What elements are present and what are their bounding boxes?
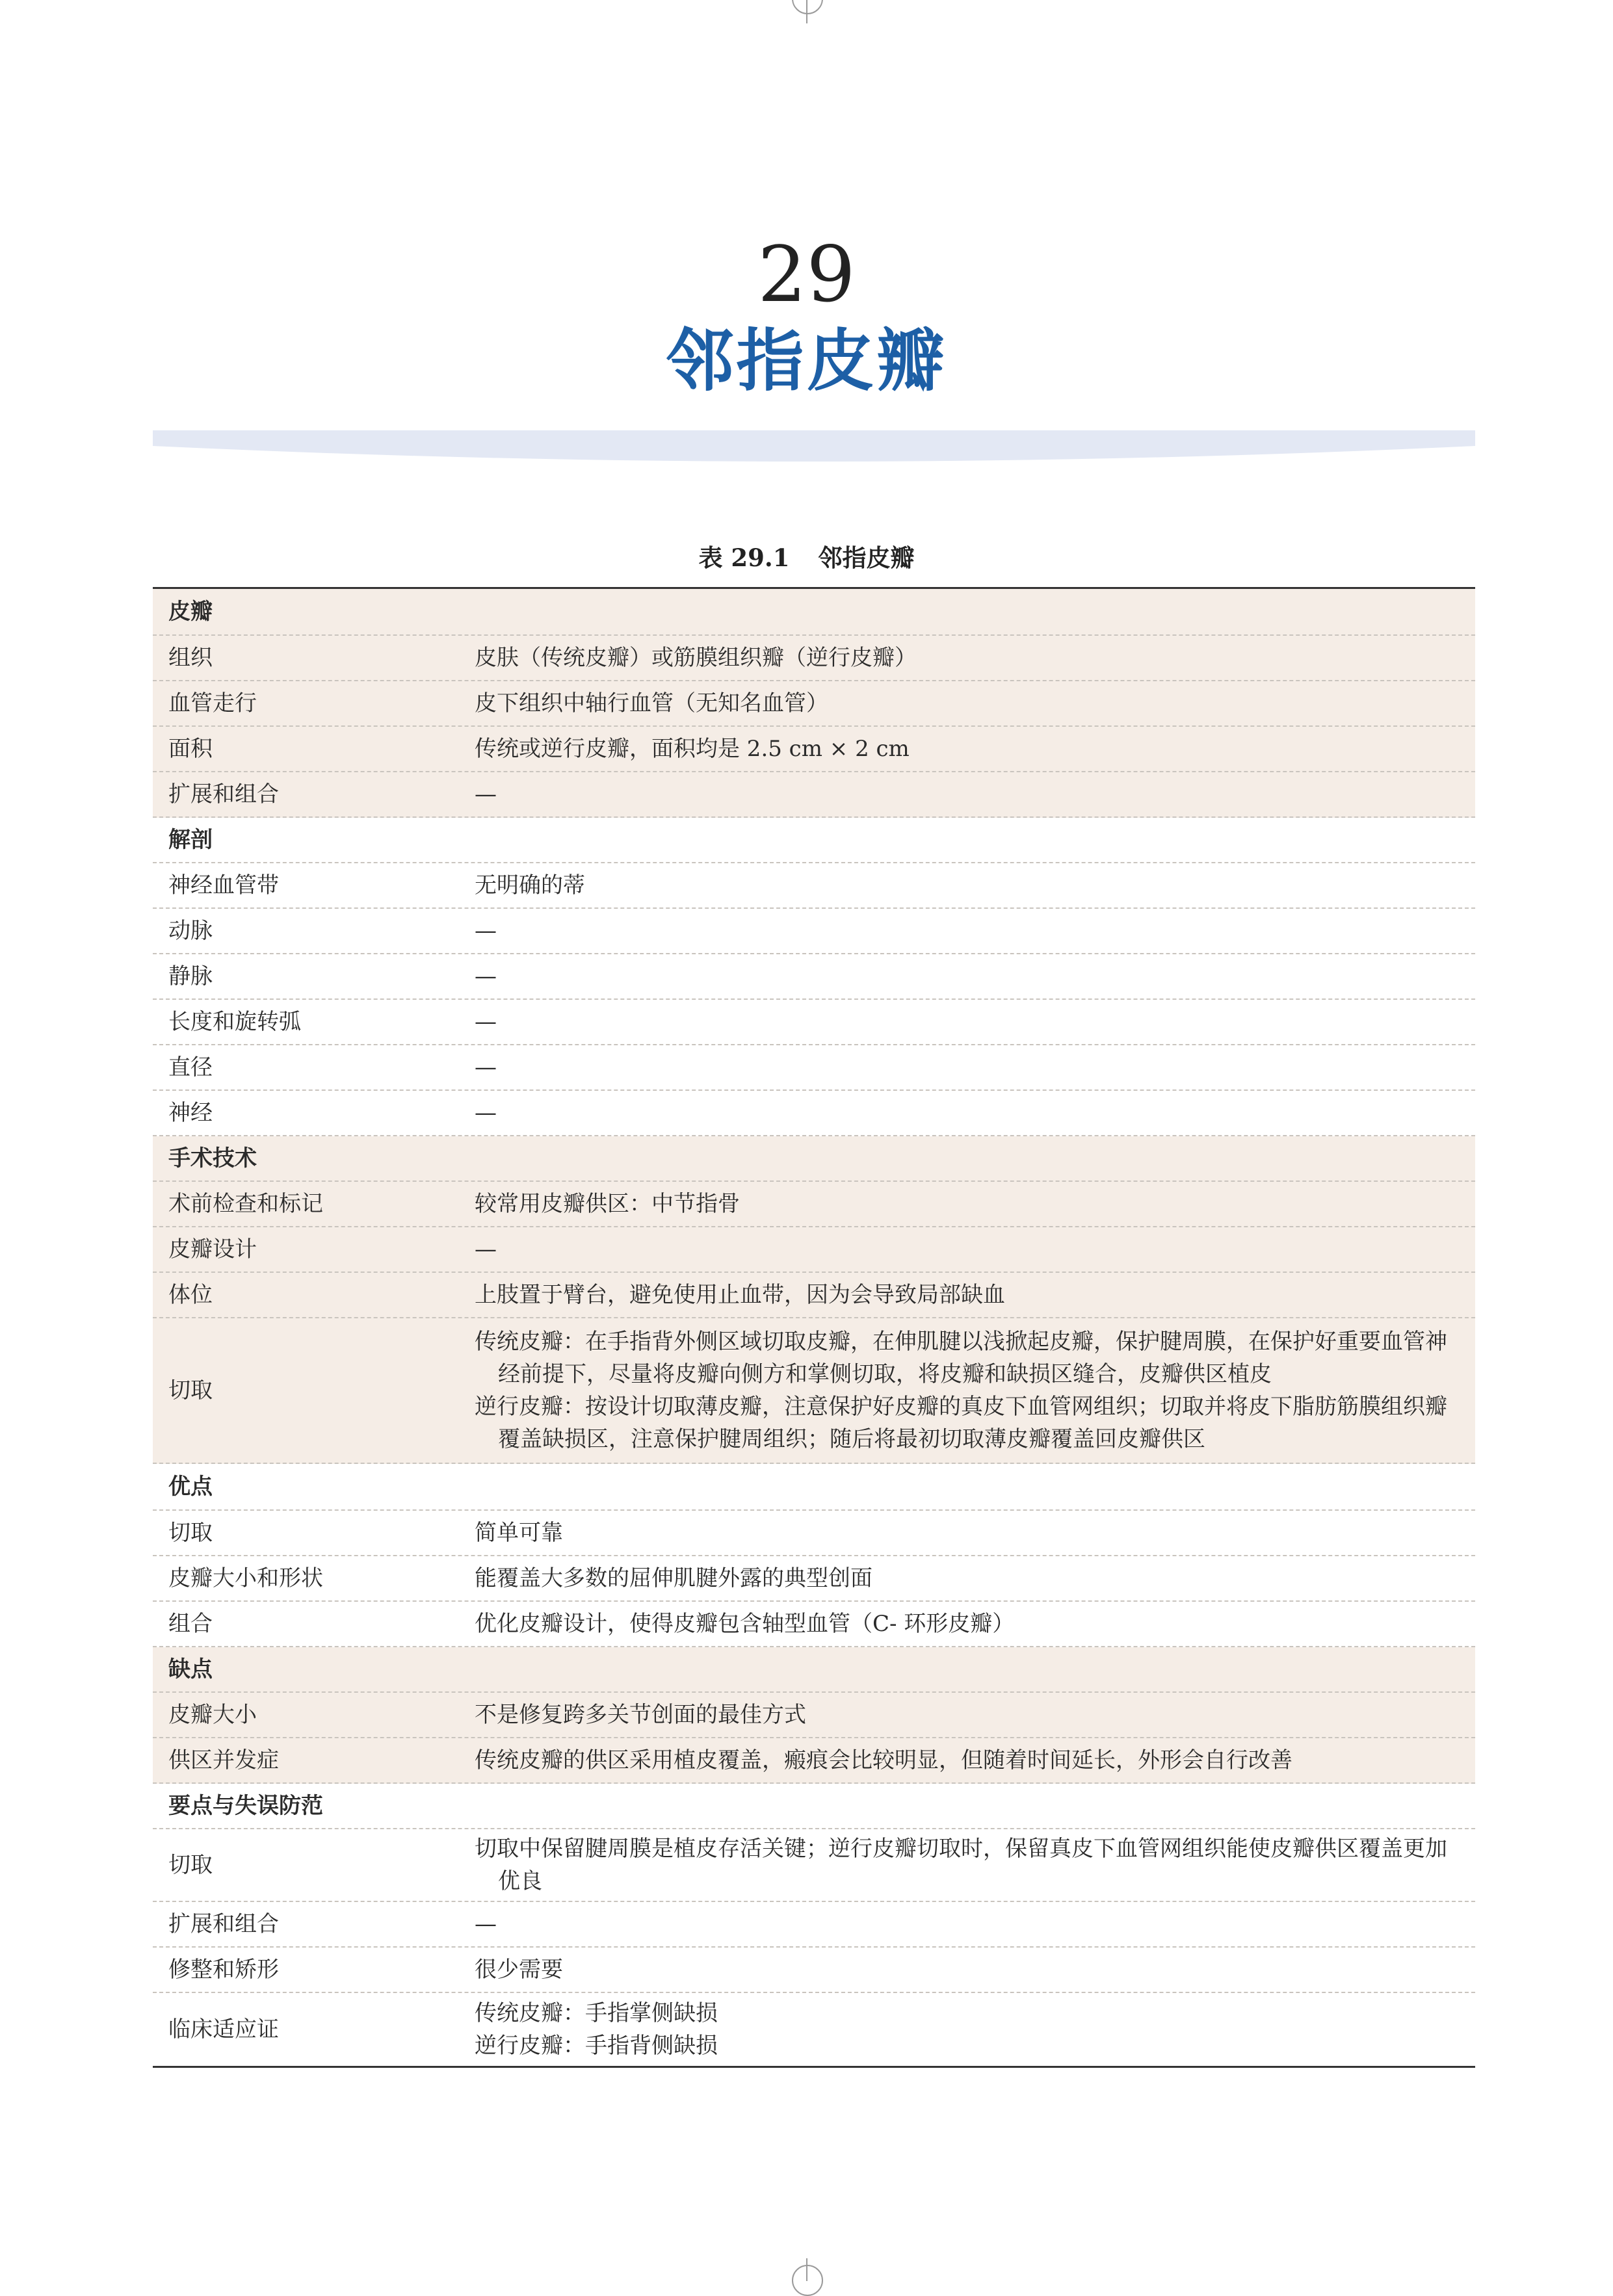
- row-value-line: 无明确的蒂: [475, 872, 585, 898]
- row-value: [475, 642, 1475, 674]
- table-row: [153, 1948, 1475, 1993]
- table-row: [153, 1227, 1475, 1273]
- registration-mark-top: [792, 0, 823, 14]
- table-row: [153, 1273, 1475, 1318]
- flap-table: [153, 587, 1475, 2068]
- row-label: 组合: [168, 1611, 213, 1637]
- row-value-line: 很少需要: [475, 1957, 563, 1983]
- table-row: [153, 727, 1475, 772]
- row-value-line: 传统皮瓣：手指掌侧缺损: [475, 2000, 718, 2026]
- row-label: 直径: [168, 1054, 213, 1080]
- table-row: [153, 1511, 1475, 1556]
- row-value: [475, 1699, 1475, 1731]
- row-value: [475, 1833, 1475, 1898]
- row-label: 供区并发症: [168, 1747, 279, 1773]
- table-row: [153, 681, 1475, 727]
- row-value: [475, 960, 1475, 993]
- table-section-row: [153, 818, 1475, 863]
- table-row: [153, 772, 1475, 818]
- row-value: [475, 687, 1475, 720]
- row-value-line: 逆行皮瓣：手指背侧缺损: [475, 2033, 718, 2059]
- row-value-line: 简单可靠: [475, 1520, 563, 1546]
- table-row: [153, 636, 1475, 681]
- table-row: [153, 954, 1475, 1000]
- row-value: [475, 778, 1475, 811]
- row-value: [475, 1562, 1475, 1595]
- row-value-line: 皮肤（传统皮瓣）或筋膜组织瓣（逆行皮瓣）: [475, 645, 917, 671]
- decorative-band: [153, 430, 1475, 464]
- table-caption-label: 表 29.1: [698, 543, 790, 572]
- section-heading: 优点: [168, 1474, 213, 1500]
- row-label: 皮瓣设计: [168, 1236, 257, 1262]
- table-section-row: [153, 1647, 1475, 1693]
- row-value: [475, 1908, 1475, 1940]
- row-value-line: —: [475, 1054, 497, 1080]
- row-value-line: —: [475, 1236, 497, 1262]
- row-label: 皮瓣大小: [168, 1702, 257, 1728]
- row-value-line: —: [475, 918, 497, 944]
- row-value-line: 逆行皮瓣：按设计切取薄皮瓣，注意保护好皮瓣的真皮下血管网组织；切取并将皮下脂肪筋膜组织瓣覆盖缺损区，注意保护腱周组织；随后将最初切取薄皮瓣覆盖回皮瓣供区: [475, 1394, 1447, 1452]
- row-value: [475, 1997, 1475, 2062]
- row-value-line: —: [475, 963, 497, 989]
- row-value-line: 不是修复跨多关节创面的最佳方式: [475, 1702, 806, 1728]
- row-label: 扩展和组合: [168, 781, 279, 807]
- table-row: [153, 1091, 1475, 1136]
- table-row: [153, 1602, 1475, 1647]
- table-caption-title: 邻指皮瓣: [818, 543, 915, 572]
- row-label: 神经血管带: [168, 872, 279, 898]
- row-label: 扩展和组合: [168, 1911, 279, 1937]
- row-label: 神经: [168, 1100, 213, 1126]
- row-label: 切取: [168, 1852, 213, 1878]
- section-heading: 解剖: [168, 827, 213, 853]
- row-value: [475, 1608, 1475, 1640]
- row-value: [475, 1188, 1475, 1220]
- row-label: 组织: [168, 645, 213, 671]
- section-heading: 皮瓣: [168, 599, 213, 625]
- row-value: [475, 733, 1475, 765]
- row-value: [475, 1953, 1475, 1986]
- table-section-row: [153, 589, 1475, 636]
- table-row: [153, 1738, 1475, 1784]
- row-label: 动脉: [168, 918, 213, 944]
- table-section-row: [153, 1784, 1475, 1829]
- section-heading: 要点与失误防范: [168, 1793, 323, 1819]
- row-value-line: —: [475, 1100, 497, 1126]
- row-label: 临床适应证: [168, 2016, 279, 2042]
- row-label: 长度和旋转弧: [168, 1009, 301, 1035]
- table-row: [153, 1829, 1475, 1902]
- table-section-row: [153, 1136, 1475, 1182]
- row-value: [475, 1517, 1475, 1549]
- table-row: [153, 1318, 1475, 1464]
- row-value-line: 较常用皮瓣供区：中节指骨: [475, 1191, 740, 1217]
- table-row: [153, 909, 1475, 954]
- table-row: [153, 1902, 1475, 1948]
- row-label: 血管走行: [168, 690, 257, 716]
- row-value: [475, 1325, 1475, 1455]
- chapter-title: 邻指皮瓣: [666, 320, 947, 400]
- table-row: [153, 1693, 1475, 1738]
- row-value: [475, 1233, 1475, 1266]
- row-label: 修整和矫形: [168, 1957, 279, 1983]
- table-row: [153, 1000, 1475, 1045]
- row-value: [475, 1097, 1475, 1129]
- row-value: [475, 915, 1475, 947]
- row-value-line: 切取中保留腱周膜是植皮存活关键；逆行皮瓣切取时，保留真皮下血管网组织能使皮瓣供区覆盖更加优良: [475, 1836, 1447, 1894]
- row-value: [475, 1006, 1475, 1038]
- row-value: [475, 1279, 1475, 1311]
- row-value: [475, 1051, 1475, 1084]
- row-value-line: 传统皮瓣：在手指背外侧区域切取皮瓣，在伸肌腱以浅掀起皮瓣，保护腱周膜，在保护好重要血管神经前提下，尽量将皮瓣向侧方和掌侧切取，将皮瓣和缺损区缝合，皮瓣供区植皮: [475, 1329, 1447, 1387]
- table-caption: [0, 540, 1613, 576]
- row-value-line: 皮下组织中轴行血管（无知名血管）: [475, 690, 828, 716]
- row-value-line: 能覆盖大多数的屈伸肌腱外露的典型创面: [475, 1565, 872, 1591]
- row-value-line: —: [475, 781, 497, 807]
- row-label: 面积: [168, 736, 213, 762]
- row-label: 切取: [168, 1377, 213, 1403]
- registration-mark-bottom: [792, 2265, 823, 2296]
- table-row: [153, 1045, 1475, 1091]
- row-value-line: 上肢置于臂台，避免使用止血带，因为会导致局部缺血: [475, 1282, 1005, 1308]
- row-label: 静脉: [168, 963, 213, 989]
- section-heading: 手术技术: [168, 1145, 257, 1171]
- row-label: 切取: [168, 1520, 213, 1546]
- table-section-row: [153, 1464, 1475, 1511]
- table-row: [153, 1993, 1475, 2066]
- row-value-line: 优化皮瓣设计，使得皮瓣包含轴型血管（C- 环形皮瓣）: [475, 1611, 1015, 1637]
- row-value-line: 传统皮瓣的供区采用植皮覆盖，瘢痕会比较明显，但随着时间延长，外形会自行改善: [475, 1747, 1292, 1773]
- row-label: 皮瓣大小和形状: [168, 1565, 323, 1591]
- chapter-number: 29: [757, 229, 856, 319]
- row-value: [475, 869, 1475, 902]
- table-row: [153, 1182, 1475, 1227]
- row-label: 术前检查和标记: [168, 1191, 323, 1217]
- row-value: [475, 1744, 1475, 1777]
- table-row: [153, 1556, 1475, 1602]
- table-row: [153, 863, 1475, 909]
- row-value-line: —: [475, 1009, 497, 1035]
- row-value-line: —: [475, 1911, 497, 1937]
- row-value-line: 传统或逆行皮瓣，面积均是 2.5 cm × 2 cm: [475, 736, 910, 762]
- section-heading: 缺点: [168, 1656, 213, 1682]
- row-label: 体位: [168, 1282, 213, 1308]
